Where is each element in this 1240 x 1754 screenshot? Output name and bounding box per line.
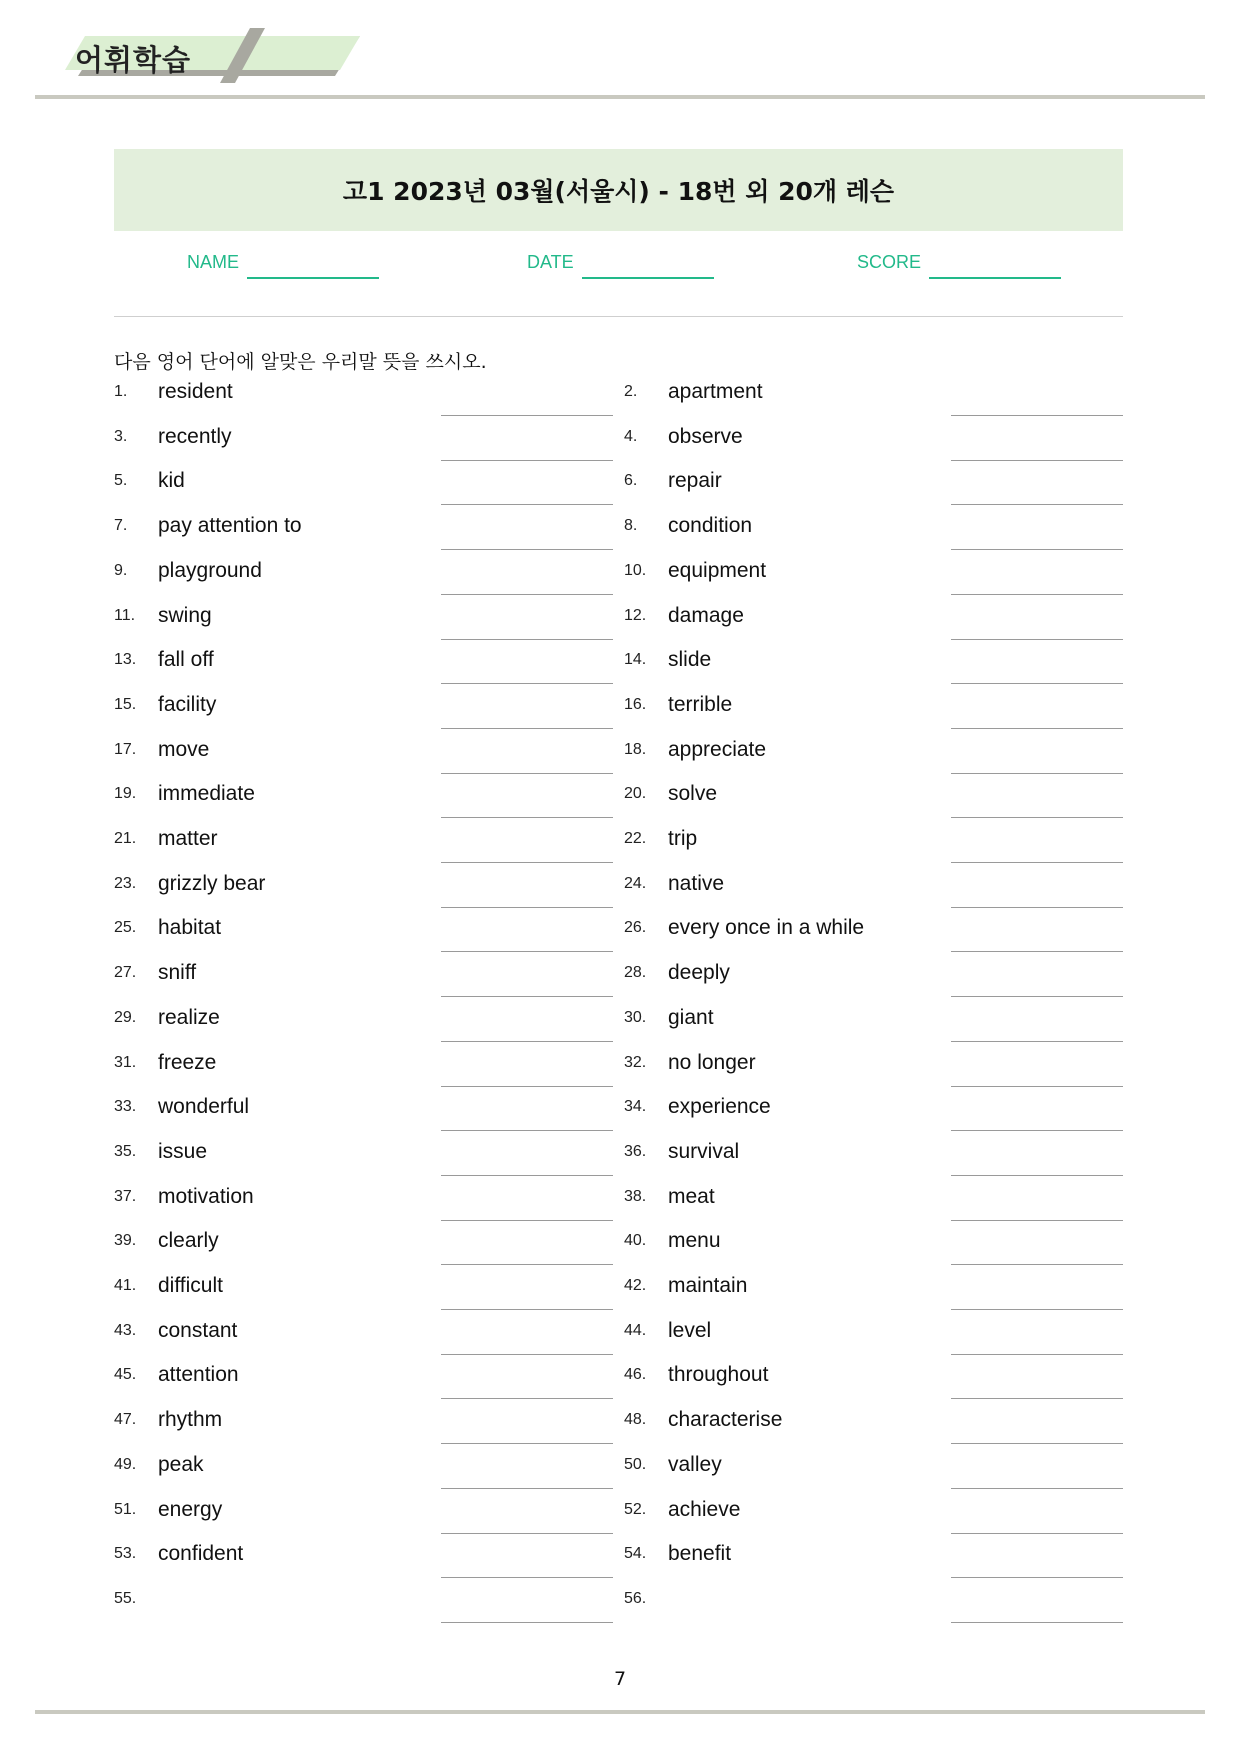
answer-line[interactable] — [441, 1264, 613, 1265]
instructions: 다음 영어 단어에 알맞은 우리말 뜻을 쓰시오. — [114, 351, 487, 373]
name-label: NAME — [187, 252, 240, 272]
answer-line[interactable] — [441, 817, 613, 818]
vocab-number: 52. — [624, 1500, 647, 1518]
vocab-number: 16. — [624, 695, 647, 713]
vocab-word: native — [668, 871, 725, 895]
tab-title: 어휘학습 — [75, 43, 192, 77]
vocab-item — [624, 648, 1184, 696]
vocab-item — [114, 1363, 674, 1411]
vocab-number: 28. — [624, 964, 647, 982]
vocab-item — [624, 514, 1184, 562]
vocab-number: 48. — [624, 1411, 647, 1429]
vocab-number: 24. — [624, 874, 647, 892]
vocab-word: confident — [158, 1542, 244, 1566]
vocab-word: matter — [158, 827, 218, 850]
vocab-item — [114, 916, 674, 964]
vocab-item — [114, 424, 674, 473]
vocab-item — [114, 1005, 674, 1054]
vocab-number: 35. — [114, 1142, 137, 1160]
answer-line[interactable] — [441, 460, 613, 461]
vocab-item — [624, 558, 1184, 607]
vocab-word: freeze — [158, 1050, 217, 1074]
vocab-number: 4. — [624, 427, 638, 445]
vocab-number: 29. — [114, 1008, 137, 1026]
vocab-word: no longer — [668, 1050, 756, 1074]
answer-line[interactable] — [441, 1175, 613, 1176]
vocab-item — [114, 1590, 674, 1635]
vocab-word: clearly — [158, 1229, 219, 1253]
vocab-number: 51. — [114, 1500, 137, 1518]
vocab-item — [114, 514, 674, 562]
vocab-item — [624, 961, 1184, 1009]
vocab-number: 3. — [114, 427, 128, 445]
answer-line[interactable] — [951, 1086, 1123, 1087]
answer-line[interactable] — [951, 504, 1123, 505]
vocab-item — [624, 916, 1184, 964]
vocab-item — [114, 603, 674, 652]
answer-line[interactable] — [951, 415, 1123, 416]
vocab-number: 23. — [114, 874, 137, 892]
vocab-item — [624, 737, 1184, 786]
answer-line[interactable] — [951, 594, 1123, 595]
vocab-item — [114, 1318, 674, 1367]
answer-line[interactable] — [441, 594, 613, 595]
vocab-number: 36. — [624, 1142, 647, 1160]
vocab-word: trip — [668, 827, 698, 850]
answer-line[interactable] — [441, 1086, 613, 1087]
answer-line[interactable] — [441, 415, 613, 416]
vocab-word: deeply — [668, 961, 730, 985]
vocab-word: sniff — [158, 961, 197, 985]
vocab-number: 39. — [114, 1232, 137, 1250]
vocab-word: slide — [668, 648, 712, 672]
vocab-word: resident — [158, 380, 233, 403]
answer-line[interactable] — [441, 504, 613, 505]
vocab-number: 22. — [624, 830, 647, 847]
vocab-item — [114, 1408, 674, 1456]
answer-line[interactable] — [441, 1488, 613, 1489]
worksheet-title: 고1 2023년 03월(서울시) - 18번 외 20개 레슨 — [342, 177, 895, 206]
vocab-word: valley — [668, 1452, 722, 1476]
vocab-number: 5. — [114, 472, 128, 490]
answer-line[interactable] — [951, 773, 1123, 774]
vocab-item — [114, 1139, 674, 1188]
vocab-number: 2. — [624, 383, 638, 400]
vocab-number: 47. — [114, 1411, 137, 1429]
vocab-item — [624, 871, 1184, 920]
vocab-item — [114, 871, 674, 920]
vocab-item — [114, 961, 674, 1009]
answer-line[interactable] — [441, 1577, 613, 1578]
vocab-word: damage — [668, 603, 744, 627]
vocab-word: playground — [158, 558, 262, 582]
answer-line[interactable] — [441, 1443, 613, 1444]
vocab-item — [114, 1050, 674, 1099]
vocab-item — [114, 648, 674, 696]
vocab-item — [114, 469, 674, 517]
answer-line[interactable] — [441, 1533, 613, 1534]
answer-line[interactable] — [951, 1488, 1123, 1489]
vocab-word: peak — [158, 1452, 204, 1476]
answer-line[interactable] — [951, 1443, 1123, 1444]
vocab-number: 30. — [624, 1008, 647, 1026]
answer-line[interactable] — [441, 862, 613, 863]
answer-line[interactable] — [951, 1041, 1123, 1042]
vocab-number: 54. — [624, 1545, 647, 1563]
answer-line[interactable] — [951, 460, 1123, 461]
vocab-number: 53. — [114, 1545, 137, 1563]
answer-line[interactable] — [951, 1533, 1123, 1534]
vocab-number: 15. — [114, 695, 137, 713]
answer-line[interactable] — [441, 773, 613, 774]
vocab-item — [624, 1139, 1184, 1188]
vocab-word: fall off — [158, 648, 214, 672]
vocab-word: level — [668, 1318, 712, 1342]
vocab-word: grizzly bear — [158, 871, 266, 895]
answer-line[interactable] — [951, 907, 1123, 908]
answer-line[interactable] — [441, 951, 613, 952]
vocab-item — [624, 782, 1184, 830]
vocab-number: 37. — [114, 1187, 137, 1205]
vocab-word: equipment — [668, 558, 767, 582]
answer-line[interactable] — [951, 1175, 1123, 1176]
vocab-word: survival — [668, 1139, 740, 1163]
vocab-number: 14. — [624, 651, 647, 669]
vocab-number: 25. — [114, 919, 137, 937]
vocab-number: 44. — [624, 1321, 647, 1339]
vocab-item — [114, 1229, 674, 1277]
vocab-item — [624, 603, 1184, 652]
vocab-item — [624, 1050, 1184, 1099]
answer-line[interactable] — [951, 549, 1123, 550]
vocab-item — [624, 692, 1184, 741]
answer-line[interactable] — [951, 728, 1123, 729]
vocab-item — [624, 469, 1184, 517]
vocab-item — [624, 1452, 1184, 1501]
vocab-number: 49. — [114, 1455, 137, 1473]
vocab-number: 42. — [624, 1277, 647, 1294]
answer-line[interactable] — [441, 728, 613, 729]
vocab-word: observe — [668, 424, 743, 448]
vocab-word: experience — [668, 1095, 771, 1119]
vocab-number: 32. — [624, 1053, 647, 1071]
answer-line[interactable] — [441, 907, 613, 908]
vocab-word: wonderful — [158, 1095, 250, 1119]
answer-line[interactable] — [951, 1130, 1123, 1131]
vocab-word: characterise — [668, 1408, 783, 1432]
vocab-item — [624, 1095, 1184, 1143]
answer-line[interactable] — [441, 1309, 613, 1310]
score-label: SCORE — [857, 252, 922, 272]
vocab-number: 10. — [624, 561, 647, 579]
vocab-number: 1. — [114, 383, 128, 400]
vocab-word: achieve — [668, 1497, 741, 1521]
vocab-word: throughout — [668, 1363, 769, 1387]
vocab-item — [114, 1095, 674, 1143]
vocab-word: recently — [158, 424, 232, 448]
vocab-number: 46. — [624, 1366, 647, 1384]
vocab-item — [624, 1184, 1184, 1233]
vocab-number: 21. — [114, 830, 137, 847]
answer-line[interactable] — [951, 639, 1123, 640]
vocab-number: 43. — [114, 1321, 137, 1339]
vocab-number: 38. — [624, 1187, 647, 1205]
vocab-word: pay attention to — [158, 514, 302, 538]
vocab-number: 55. — [114, 1589, 137, 1607]
vocab-item — [114, 1184, 674, 1233]
vocab-item — [624, 1542, 1184, 1590]
vocab-item — [624, 1590, 1184, 1635]
date-label: DATE — [527, 252, 574, 272]
vocab-number: 33. — [114, 1098, 137, 1116]
answer-line[interactable] — [441, 1041, 613, 1042]
vocab-item — [624, 1318, 1184, 1367]
vocab-word: benefit — [668, 1542, 732, 1566]
vocab-item — [114, 1497, 674, 1546]
answer-line[interactable] — [441, 683, 613, 684]
vocab-word: condition — [668, 514, 753, 538]
vocab-item — [624, 424, 1184, 473]
vocab-word: maintain — [668, 1274, 748, 1297]
answer-line[interactable] — [951, 1264, 1123, 1265]
vocab-word: attention — [158, 1363, 239, 1387]
vocab-number: 34. — [624, 1098, 647, 1116]
vocab-word: issue — [158, 1139, 208, 1163]
vocab-number: 7. — [114, 517, 128, 535]
vocab-word: menu — [668, 1229, 721, 1253]
answer-line[interactable] — [951, 1577, 1123, 1578]
vocab-word: constant — [158, 1318, 238, 1342]
vocab-number: 31. — [114, 1053, 137, 1071]
vocab-number: 8. — [624, 517, 638, 535]
vocab-item — [114, 827, 674, 875]
vocab-number: 12. — [624, 606, 647, 624]
vocab-word: every once in a while — [668, 916, 865, 940]
answer-line[interactable] — [441, 1622, 613, 1623]
answer-line[interactable] — [951, 996, 1123, 997]
vocab-item — [624, 1005, 1184, 1054]
vocab-number: 13. — [114, 651, 137, 669]
vocab-item — [624, 1363, 1184, 1411]
vocab-word: kid — [158, 469, 185, 493]
vocab-item — [624, 1274, 1184, 1322]
vocab-word: realize — [158, 1005, 220, 1029]
vocab-word: immediate — [158, 782, 255, 806]
answer-line[interactable] — [441, 996, 613, 997]
vocab-number: 26. — [624, 919, 647, 937]
vocab-number: 27. — [114, 964, 137, 982]
answer-line[interactable] — [441, 639, 613, 640]
vocab-item — [114, 692, 674, 741]
answer-line[interactable] — [951, 1622, 1123, 1623]
vocab-number: 6. — [624, 472, 638, 490]
vocab-item — [624, 1497, 1184, 1546]
vocab-item — [114, 1274, 674, 1322]
vocab-word: terrible — [668, 692, 733, 716]
vocab-item — [114, 1542, 674, 1590]
answer-line[interactable] — [441, 549, 613, 550]
vocab-item — [624, 1229, 1184, 1277]
vocab-number: 40. — [624, 1232, 647, 1250]
answer-line[interactable] — [441, 1220, 613, 1221]
vocab-number: 17. — [114, 740, 137, 758]
vocab-word: energy — [158, 1497, 223, 1521]
vocab-number: 9. — [114, 561, 128, 579]
answer-line[interactable] — [951, 862, 1123, 863]
vocab-number: 41. — [114, 1277, 137, 1294]
answer-line[interactable] — [951, 1220, 1123, 1221]
vocab-word: repair — [668, 469, 722, 493]
vocab-number: 20. — [624, 785, 647, 803]
vocab-word: giant — [668, 1005, 714, 1029]
vocab-item — [114, 558, 674, 607]
answer-line[interactable] — [951, 817, 1123, 818]
answer-line[interactable] — [951, 683, 1123, 684]
answer-line[interactable] — [951, 1354, 1123, 1355]
answer-line[interactable] — [951, 1398, 1123, 1399]
vocab-item — [114, 782, 674, 830]
answer-line[interactable] — [951, 1309, 1123, 1310]
page-number: 7 — [613, 1668, 627, 1690]
vocab-item — [624, 827, 1184, 875]
answer-line[interactable] — [441, 1354, 613, 1355]
vocab-word: swing — [158, 603, 212, 627]
answer-line[interactable] — [441, 1130, 613, 1131]
answer-line[interactable] — [441, 1398, 613, 1399]
vocab-word: facility — [158, 692, 217, 716]
vocab-word: move — [158, 737, 210, 761]
vocab-item — [114, 380, 674, 428]
answer-line[interactable] — [951, 951, 1123, 952]
vocab-item — [114, 737, 674, 786]
vocab-word: meat — [668, 1184, 715, 1208]
vocab-word: apartment — [668, 380, 763, 403]
vocab-item — [114, 1452, 674, 1501]
vocab-number: 56. — [624, 1589, 647, 1607]
vocab-number: 18. — [624, 740, 647, 758]
vocab-word: rhythm — [158, 1408, 223, 1432]
vocab-item — [624, 380, 1184, 428]
vocab-number: 50. — [624, 1455, 647, 1473]
vocab-number: 45. — [114, 1366, 137, 1384]
vocab-word: difficult — [158, 1274, 223, 1297]
vocab-number: 11. — [114, 606, 136, 624]
bottom-divider — [35, 1710, 1205, 1714]
vocab-word: solve — [668, 782, 718, 806]
vocab-number: 19. — [114, 785, 137, 803]
vocab-item — [624, 1408, 1184, 1456]
vocab-word: appreciate — [668, 737, 767, 761]
vocab-word: habitat — [158, 916, 222, 940]
vocab-word: motivation — [158, 1184, 254, 1208]
